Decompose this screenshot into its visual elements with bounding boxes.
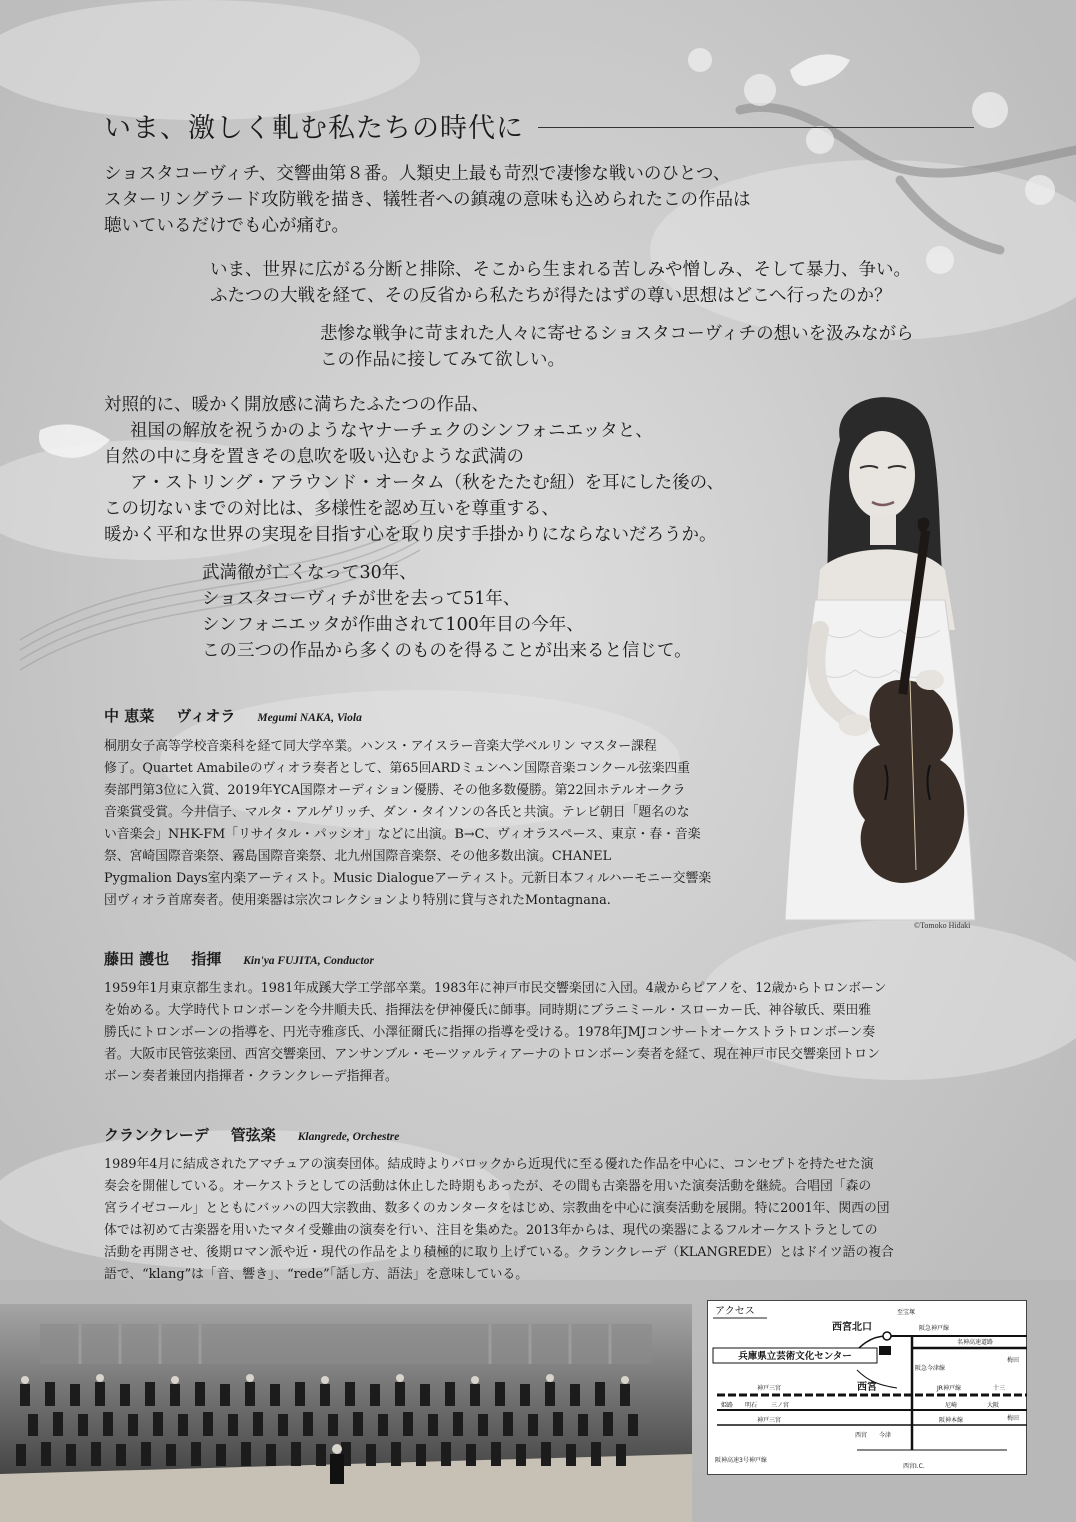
bio-line: 音楽賞受賞。今井信子、マルタ・アルゲリッチ、ダン・タイソンの各氏と共演。テレビ朝日「題名のな: [104, 805, 690, 820]
map-label: 神戸三宮: [757, 1417, 782, 1424]
bio-heading-naka: [104, 705, 362, 726]
map-label: 西宮: [855, 1432, 868, 1439]
bio-line: 祭、宮崎国際音楽祭、霧島国際音楽祭、北九州国際音楽祭、その他多数出演。CHANEL: [104, 849, 612, 864]
bio-text-klangrede: [104, 1154, 974, 1286]
map-label: 阪神本線: [939, 1417, 964, 1424]
map-label: 阪神高速3号神戸線: [715, 1457, 767, 1464]
violist-portrait: [760, 380, 990, 930]
map-label: 三ノ宮: [771, 1402, 790, 1409]
photo-credit: ©Tomoko Hidaki: [914, 921, 971, 930]
bio-line: を始める。大学時代トロンボーンを今井順夫氏、指揮法を伊神優氏に師事。同時期にブラニミール・スローカー氏、神谷敏氏、栗田雅: [104, 1003, 872, 1018]
map-label: 尼崎: [945, 1402, 958, 1409]
intro-line: この三つの作品から多くのものを得ることが出来ると信じて。: [202, 641, 692, 661]
bio-text-naka: [104, 736, 780, 912]
map-label: 姫路: [721, 1402, 734, 1409]
intro-line: 対照的に、暖かく開放感に満ちたふたつの作品、: [104, 395, 489, 415]
intro-line: 祖国の解放を祝うかのようなヤナーチェクのシンフォニエッタと、: [130, 421, 653, 441]
bio-heading-fujita: [104, 948, 374, 969]
map-label: 神戸三宮: [757, 1385, 782, 1392]
artist-name: 藤田 護也: [104, 950, 170, 968]
bio-line: 活動を再開させ、後期ロマン派や近・現代の作品をより積極的に取り上げている。クランクレーデ（KLANGREDE）とはドイツ語の複合: [104, 1245, 894, 1260]
map-label: JR神戸線: [937, 1385, 961, 1392]
map-label: 明石: [745, 1402, 758, 1409]
map-label: 大阪: [987, 1402, 1000, 1409]
intro-line: スターリングラード攻防戦を描き、犠牲者への鎮魂の意味も込められたこの作品は: [104, 190, 751, 210]
bio-line: Pygmalion Days室内楽アーティスト。Music Dialogueアーティスト。元新日本フィルハーモニー交響楽: [104, 871, 712, 886]
map-label: 今津: [879, 1432, 892, 1439]
bio-line: 者。大阪市民管弦楽団、西宮交響楽団、アンサンブル・モーツァルティアーナのトロンボーン奏者を経て、現在神戸市民交響楽団トロン: [104, 1047, 880, 1062]
artist-role: ヴィオラ: [176, 707, 236, 725]
artist-name: 中 恵菜: [104, 707, 155, 725]
artist-name: クランクレーデ: [104, 1126, 209, 1144]
bio-heading-klangrede: [104, 1124, 399, 1145]
bio-line: 宮ライゼコール」とともにバッハの四大宗教曲、数多くのカンタータをはじめ、宗教曲を中心に演奏活動を展開。特に2001年、関西の団: [104, 1201, 890, 1216]
intro-line: ショスタコーヴィチ、交響曲第８番。人類史上最も苛烈で凄惨な戦いのひとつ、: [104, 164, 731, 184]
bio-line: 団ヴィオラ首席奏者。使用楽器は宗次コレクションより特別に貸与されたMontagnana.: [104, 893, 611, 908]
orchestra-photo: [0, 1304, 692, 1522]
access-map: [707, 1300, 1027, 1475]
map-label: 西宮北口: [832, 1322, 872, 1333]
bio-line: 修了。Quartet Amabileのヴィオラ奏者として、第65回ARDミュンヘン国際音楽コンクール弦楽四重: [104, 761, 691, 776]
map-venue: 兵庫県立芸術文化センター: [738, 1351, 852, 1362]
intro-line: 暖かく平和な世界の実現を目指す心を取り戻す手掛かりにならないだろうか。: [104, 525, 717, 545]
intro-line: いま、世界に広がる分断と排除、そこから生まれる苦しみや憎しみ、そして暴力、争い。: [210, 260, 912, 280]
intro-block-3: [320, 321, 914, 373]
intro-line: 自然の中に身を置きその息吹を吸い込むような武満の: [104, 447, 524, 467]
intro-line: この作品に接してみて欲しい。: [320, 350, 565, 370]
artist-name-en: Klangrede, Orchestre: [297, 1131, 400, 1143]
artist-role: 指揮: [191, 950, 222, 968]
map-label: 梅田: [1007, 1415, 1020, 1422]
bio-text-fujita: [104, 978, 974, 1088]
intro-line: 武満徹が亡くなって30年、: [202, 563, 417, 583]
intro-block-2: [210, 257, 911, 309]
map-label: 十三: [993, 1385, 1006, 1392]
map-label: 西宮: [857, 1382, 877, 1393]
map-label: 西宮I.C.: [903, 1463, 925, 1470]
map-title: アクセス: [715, 1306, 755, 1317]
bio-line: 勝氏にトロンボーンの指導を、円光寺雅彦氏、小澤征爾氏に指揮の指導を受ける。1978年JMJコンサートオーケストラトロンボーン奏: [104, 1025, 876, 1040]
map-label: 梅田: [1007, 1357, 1020, 1364]
intro-line: ふたつの大戦を経て、その反省から私たちが得たはずの尊い思想はどこへ行ったのか？: [210, 286, 892, 306]
bio-line: ボーン奏者兼団内指揮者・クランクレーデ指揮者。: [104, 1069, 398, 1084]
intro-line: ア・ストリング・アラウンド・オータム（秋をたたむ紐）を耳にした後の、: [130, 473, 724, 493]
map-label: 阪急今津線: [915, 1365, 946, 1372]
bio-line: 1959年1月東京都生まれ。1981年成蹊大学工学部卒業。1983年に神戸市民交響楽団に入団。4歳からピアノを、12歳からトロンボーン: [104, 981, 887, 996]
bio-line: 奏部門第3位に入賞、2019年YCA国際オーディション優勝、その他多数優勝。第22回ホテルオークラ: [104, 783, 686, 798]
intro-line: この切ないまでの対比は、多様性を認め互いを尊重する、: [104, 499, 559, 519]
intro-line: シンフォニエッタが作曲されて100年目の今年、: [202, 615, 584, 635]
bio-line: 1989年4月に結成されたアマチュアの演奏団体。結成時よりバロックから近現代に至る優れた作品を中心に、コンセプトを持たせた演: [104, 1157, 874, 1172]
artist-role: 管弦楽: [230, 1126, 276, 1144]
bio-line: 奏会を開催している。オーケストラとしての活動は休止した時期もあったが、その間も古楽器を用いた演奏活動を継続。合唱団「森の: [104, 1179, 872, 1194]
bio-line: 体では初めて古楽器を用いたマタイ受難曲の演奏を行い、注目を集めた。2013年からは、現代の楽器によるフルオーケストラとしての: [104, 1223, 878, 1238]
bio-line: 語で、“klang”は「音、響き」、“rede”「話し方、語法」を意味している。: [104, 1267, 528, 1282]
artist-name-en: Kin'ya FUJITA, Conductor: [243, 955, 374, 967]
map-label: 名神高速道路: [957, 1339, 994, 1346]
intro-line: ショスタコーヴィチが世を去って51年、: [202, 589, 521, 609]
bio-line: 桐朋女子高等学校音楽科を経て同大学卒業。ハンス・アイスラー音楽大学ベルリン マスター課程: [104, 739, 657, 754]
intro-line: 聴いているだけでも心が痛む。: [104, 216, 349, 236]
map-label: 至宝塚: [897, 1309, 916, 1316]
intro-block-1: [104, 161, 750, 239]
bio-line: い音楽会」NHK-FM「リサイタル・パッシオ」などに出演。B→C、ヴィオラスペース、東京・春・音楽: [104, 827, 701, 842]
headline: いま、激しく軋む私たちの時代に: [104, 113, 524, 144]
headline-rule: [538, 127, 974, 128]
intro-line: 悲惨な戦争に苛まれた人々に寄せるショスタコーヴィチの想いを汲みながら: [320, 324, 914, 344]
map-label: 阪急神戸線: [919, 1325, 950, 1332]
intro-block-5: [202, 560, 692, 664]
artist-name-en: Megumi NAKA, Viola: [257, 712, 362, 724]
intro-block-4: [104, 392, 724, 548]
venue-marker: [879, 1346, 891, 1355]
